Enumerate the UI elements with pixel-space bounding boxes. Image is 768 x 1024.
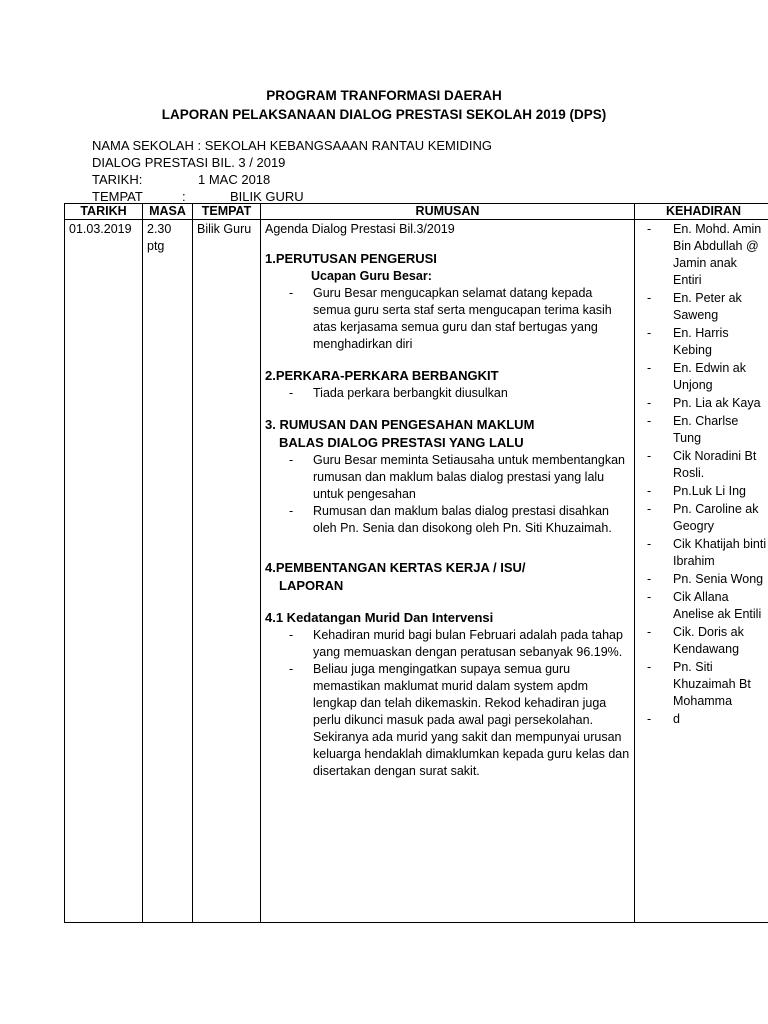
attendee: - En. Mohd. Amin Bin Abdullah @ Jamin anak Entiri	[647, 221, 768, 289]
school-name: NAMA SEKOLAH : SEKOLAH KEBANGSAAAN RANTAU KEMIDING	[92, 138, 492, 153]
attendee: - d	[647, 711, 768, 728]
list-item: - Beliau juga mengingatkan supaya semua guru memastikan maklumat murid dalam system apdm lengkap dan telah dikemaskin. Rekod kehadiran juga perlu dikunci masuk pada awal pagi persekolahan. Sekiranya ada murid yang sakit dan mempunyai urusan keluarga hendaklah dimaklumkan kepada guru kelas dan disertakan dengan surat sakit.	[289, 661, 630, 780]
attendee: - Cik Khatijah binti Ibrahim	[647, 536, 768, 570]
section-2-title: 2.PERKARA-PERKARA BERBANGKIT	[265, 368, 499, 383]
list-item: - Tiada perkara berbangkit diusulkan	[289, 385, 630, 402]
attendee: - Pn.Luk Li Ing	[647, 483, 768, 500]
meeting-info	[92, 137, 492, 205]
report-title: LAPORAN PELAKSANAAN DIALOG PRESTASI SEKOLAH 2019 (DPS)	[161, 107, 607, 122]
attendee: - Pn. Senia Wong	[647, 571, 768, 588]
list-item: - Guru Besar mengucapkan selamat datang kepada semua guru serta staf serta mengucapan terima kasih atas kerjasama semua guru dan staf bertugas yang menghadirkan diri	[289, 285, 630, 353]
program-title: PROGRAM TRANFORMASI DAERAH	[266, 88, 502, 103]
venue-colon: :	[182, 189, 186, 204]
attendee: - Pn. Caroline ak Geogry	[647, 501, 768, 535]
attendance-list	[639, 221, 768, 728]
section-3-list	[265, 452, 630, 537]
dialog-number: DIALOG PRESTASI BIL. 3 / 2019	[92, 155, 286, 170]
section-2-list	[265, 385, 630, 402]
agenda-line: Agenda Dialog Prestasi Bil.3/2019	[265, 222, 455, 236]
attendee: - Pn. Lia ak Kaya	[647, 395, 768, 412]
attendee: - En. Edwin ak Unjong	[647, 360, 768, 394]
list-item: - Rumusan dan maklum balas dialog prestasi disahkan oleh Pn. Senia dan disokong oleh Pn. Siti Khuzaimah.	[289, 503, 630, 537]
table-row	[65, 220, 768, 923]
header-rumusan: RUMUSAN	[261, 204, 635, 220]
attendee: - En. Charlse Tung	[647, 413, 768, 447]
section-4-1-list	[265, 627, 630, 780]
dialog-number-row	[92, 154, 492, 171]
section-4-title: 4.PEMBENTANGAN KERTAS KERJA / ISU/	[265, 560, 526, 575]
header-tarikh: TARIKH	[65, 204, 143, 220]
attendee: - Cik Noradini Bt Rosli.	[647, 448, 768, 482]
date-value: 1 MAC 2018	[198, 172, 271, 187]
school-name-row	[92, 137, 492, 154]
section-1-list	[265, 285, 630, 353]
venue-value: BILIK GURU	[230, 189, 304, 204]
section-3-title: 3. RUMUSAN DAN PENGESAHAN MAKLUM	[265, 417, 535, 432]
header-tempat: TEMPAT	[193, 204, 261, 220]
minutes-table	[64, 203, 768, 923]
list-item: - Kehadiran murid bagi bulan Februari adalah pada tahap yang memuaskan dengan peratusan sebanyak 96.19%.	[289, 627, 630, 661]
date-row	[92, 171, 492, 188]
cell-masa: 2.30 ptg	[143, 220, 193, 923]
table-header-row	[65, 204, 768, 220]
list-item: - Guru Besar meminta Setiausaha untuk membentangkan rumusan dan maklum balas dialog prestasi yang lalu untuk pengesahan	[289, 452, 630, 503]
section-1-subheading: Ucapan Guru Besar:	[311, 269, 432, 283]
cell-rumusan	[261, 220, 635, 923]
document-header	[0, 86, 768, 124]
attendee: - Cik. Doris ak Kendawang	[647, 624, 768, 658]
cell-tarikh: 01.03.2019	[65, 220, 143, 923]
header-kehadiran: KEHADIRAN	[635, 204, 768, 220]
attendee: - En. Harris Kebing	[647, 325, 768, 359]
venue-label: TEMPAT	[92, 189, 143, 204]
section-3-title-cont: BALAS DIALOG PRESTASI YANG LALU	[279, 435, 524, 450]
date-label: TARIKH:	[92, 172, 143, 187]
section-1-title: 1.PERUTUSAN PENGERUSI	[265, 251, 437, 266]
section-4-title-cont: LAPORAN	[279, 578, 344, 593]
section-4-1-title: 4.1 Kedatangan Murid Dan Intervensi	[265, 610, 494, 625]
attendee: - En. Peter ak Saweng	[647, 290, 768, 324]
attendee: - Cik Allana Anelise ak Entili	[647, 589, 768, 623]
attendee: - Pn. Siti Khuzaimah Bt Mohamma	[647, 659, 768, 710]
cell-kehadiran	[635, 220, 768, 923]
cell-tempat: Bilik Guru	[193, 220, 261, 923]
header-masa: MASA	[143, 204, 193, 220]
